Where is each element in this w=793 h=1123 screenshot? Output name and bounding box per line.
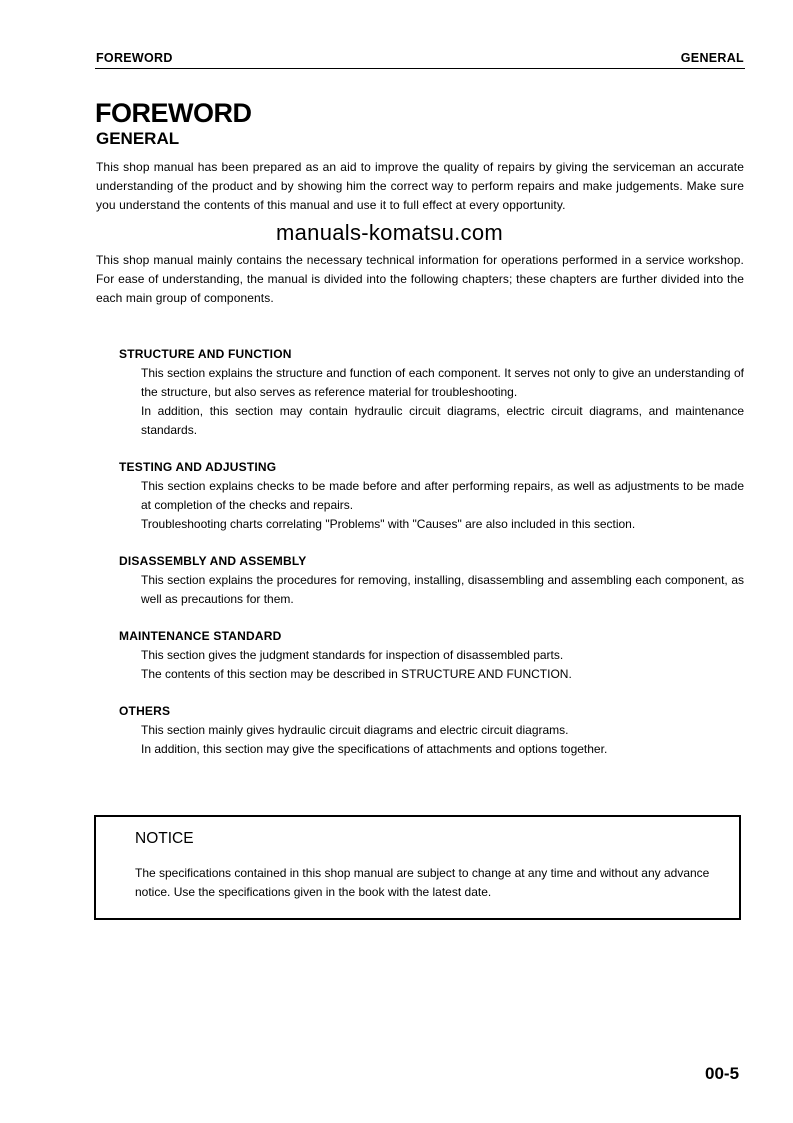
section-text: This section explains the structure and function of each component. It serves not only to give an understanding of the structure, but also serves as reference material for troubleshooting. [141, 366, 744, 399]
page-subtitle: GENERAL [96, 129, 180, 148]
section-disassembly-and-assembly [119, 552, 744, 609]
running-header-right: GENERAL [680, 51, 744, 65]
section-text: This section explains the procedures for removing, installing, disassembling and assembling each component, as well as precautions for them. [141, 573, 744, 606]
notice-text: The specifications contained in this shop manual are subject to change at any time and without any advance notice. Use the specifications given in the book with the latest date. [135, 866, 710, 899]
section-text: This section mainly gives hydraulic circuit diagrams and electric circuit diagrams. [141, 723, 569, 737]
section-heading: MAINTENANCE STANDARD [119, 629, 282, 643]
page-number: 00-5 [705, 1064, 740, 1083]
notice-heading: NOTICE [135, 830, 194, 847]
section-others [119, 702, 744, 759]
section-structure-and-function [119, 345, 744, 440]
section-heading: STRUCTURE AND FUNCTION [119, 347, 292, 361]
section-testing-and-adjusting [119, 458, 744, 534]
watermark: manuals-komatsu.com [276, 220, 503, 245]
intro-paragraph-1: This shop manual has been prepared as an aid to improve the quality of repairs by giving the serviceman an accurate understanding of the product and by showing him the correct way to perform repairs and make judgements. Make sure you understand the contents of this manual and use it to full effect at every opportunity. [96, 160, 744, 212]
section-text: Troubleshooting charts correlating "Problems" with "Causes" are also included in this section. [141, 517, 636, 531]
section-text: This section explains checks to be made before and after performing repairs, as well as adjustments to be made at completion of the checks and repairs. [141, 479, 744, 512]
section-heading: DISASSEMBLY AND ASSEMBLY [119, 554, 307, 568]
intro-paragraph-2: This shop manual mainly contains the necessary technical information for operations performed in a service workshop. For ease of understanding, the manual is divided into the following chapters; these chapters are further divided into the each main group of components. [96, 253, 744, 305]
section-text: In addition, this section may give the specifications of attachments and options together. [141, 742, 608, 756]
header-rule [95, 68, 745, 69]
section-text: The contents of this section may be described in STRUCTURE AND FUNCTION. [141, 667, 572, 681]
notice-box [94, 815, 741, 920]
section-heading: TESTING AND ADJUSTING [119, 460, 277, 474]
section-text: In addition, this section may contain hydraulic circuit diagrams, electric circuit diagrams, and maintenance standards. [141, 404, 744, 437]
section-maintenance-standard [119, 627, 744, 684]
section-text: This section gives the judgment standards for inspection of disassembled parts. [141, 648, 564, 662]
page-title: FOREWORD [95, 98, 252, 128]
section-heading: OTHERS [119, 704, 171, 718]
running-header-left: FOREWORD [96, 51, 173, 65]
page-body [96, 158, 744, 920]
